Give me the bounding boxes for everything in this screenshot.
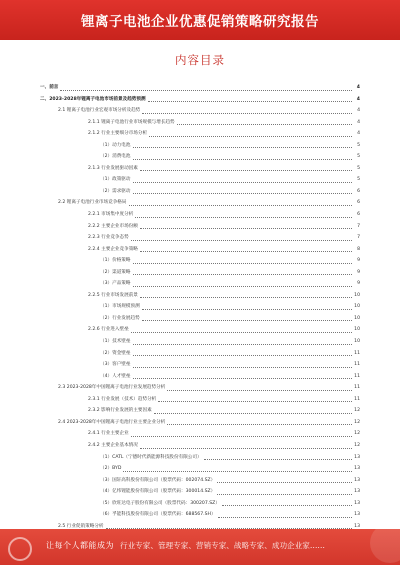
toc-entry[interactable] <box>40 348 360 360</box>
toc-entry-page: 12 <box>354 442 360 448</box>
toc-entry[interactable] <box>40 209 360 221</box>
toc-leader-dots <box>133 193 353 194</box>
toc-entry-page: 4 <box>356 85 360 90</box>
footer-roles: 行业专家、管理专家、营销专家、战略专家、成功企业家…… <box>120 541 326 550</box>
toc-entry-page: 13 <box>354 489 360 495</box>
toc-leader-dots <box>154 413 352 414</box>
toc-entry[interactable] <box>40 359 360 371</box>
toc-entry-label: 2.1.2 行业主要细分市场分析 <box>88 131 148 137</box>
toc-entry-label: （2）消费电池 <box>100 154 131 160</box>
toc-entry[interactable] <box>40 232 360 244</box>
table-of-contents <box>40 82 360 544</box>
toc-entry-label: （1）市场规模预测 <box>100 304 140 310</box>
toc-leader-dots <box>148 101 352 102</box>
toc-entry-label: （2）行业发展趋势 <box>100 315 140 321</box>
toc-leader-dots <box>140 251 352 252</box>
toc-entry-label: （1）CATL（宁德时代新能源科技股份有限公司） <box>100 454 202 460</box>
toc-entry[interactable] <box>40 405 360 417</box>
decorative-ring-icon <box>8 537 32 561</box>
toc-leader-dots <box>140 297 352 298</box>
toc-entry-page: 12 <box>354 431 360 437</box>
toc-entry[interactable] <box>40 221 360 233</box>
toc-leader-dots <box>131 240 352 241</box>
toc-entry[interactable] <box>40 498 360 510</box>
toc-leader-dots <box>142 113 352 114</box>
toc-entry-page: 9 <box>357 258 360 264</box>
toc-entry-label: （2）BYD <box>100 466 122 472</box>
toc-entry-page: 10 <box>354 339 360 345</box>
toc-entry[interactable] <box>40 255 360 267</box>
toc-leader-dots <box>133 355 353 356</box>
toc-leader-dots <box>142 309 352 310</box>
toc-entry[interactable] <box>40 336 360 348</box>
toc-entry-page: 13 <box>354 500 360 506</box>
toc-entry[interactable] <box>40 371 360 383</box>
toc-leader-dots <box>129 205 353 206</box>
toc-entry[interactable] <box>40 417 360 429</box>
toc-entry[interactable] <box>40 151 360 163</box>
toc-leader-dots <box>133 147 353 148</box>
toc-entry-page: 13 <box>354 523 360 529</box>
toc-entry[interactable] <box>40 486 360 498</box>
toc-entry-page: 4 <box>357 131 360 137</box>
footer-banner <box>0 529 400 565</box>
toc-entry[interactable] <box>40 394 360 406</box>
toc-entry[interactable] <box>40 463 360 475</box>
toc-entry-page: 9 <box>357 281 360 287</box>
toc-leader-dots <box>222 505 352 506</box>
toc-entry-page: 4 <box>357 119 360 125</box>
toc-leader-dots <box>133 274 353 275</box>
toc-entry-label: 2.1.3 行业发展驱动因素 <box>88 165 138 171</box>
toc-entry-page: 11 <box>354 362 360 368</box>
toc-entry-page: 11 <box>354 396 360 402</box>
toc-entry[interactable] <box>40 428 360 440</box>
decorative-circle-icon <box>370 523 400 563</box>
toc-entry-label: （1）技术壁垒 <box>100 339 131 345</box>
toc-leader-dots <box>133 263 353 264</box>
toc-entry[interactable] <box>40 140 360 152</box>
toc-entry-page: 13 <box>354 477 360 483</box>
toc-leader-dots <box>131 332 352 333</box>
toc-entry[interactable] <box>40 452 360 464</box>
toc-entry-label: 2.1.1 锂离子电池行业市场规模与增长趋势 <box>88 119 175 125</box>
toc-entry[interactable] <box>40 475 360 487</box>
toc-entry-label: （3）国轩高科股份有限公司（股票代码：002074.SZ） <box>100 477 216 483</box>
toc-entry-page: 8 <box>357 246 360 252</box>
toc-entry-page: 5 <box>357 165 360 171</box>
toc-entry[interactable] <box>40 313 360 325</box>
toc-leader-dots <box>135 217 352 218</box>
toc-leader-dots <box>140 170 352 171</box>
toc-entry-page: 9 <box>357 269 360 275</box>
toc-entry[interactable] <box>40 324 360 336</box>
toc-leader-dots <box>140 448 352 449</box>
toc-entry-label: 2.3.2 影响行业发展的主要因素 <box>88 408 152 414</box>
toc-entry-label: （3）客户壁垒 <box>100 362 131 368</box>
toc-entry-page: 7 <box>357 223 360 229</box>
toc-entry[interactable] <box>40 117 360 129</box>
toc-entry-page: 11 <box>354 350 360 356</box>
toc-entry-page: 7 <box>357 235 360 241</box>
toc-entry-label: 一、前言 <box>40 85 59 90</box>
toc-entry-label: 2.1 锂离子电池行业宏观市场分析及趋势 <box>58 108 141 114</box>
toc-leader-dots <box>217 482 352 483</box>
toc-entry-page: 5 <box>357 142 360 148</box>
toc-entry[interactable] <box>40 440 360 452</box>
toc-entry-label: （1）价格策略 <box>100 258 131 264</box>
toc-entry-label: 2.2.2 主要企业市场份额 <box>88 223 138 229</box>
toc-entry-page: 4 <box>356 96 360 102</box>
toc-leader-dots <box>204 459 352 460</box>
report-title: 锂离子电池企业优惠促销策略研究报告 <box>81 14 319 30</box>
toc-entry-label: 2.5 行业促销策略分析 <box>58 523 104 529</box>
toc-leader-dots <box>60 90 352 91</box>
toc-entry[interactable] <box>40 278 360 290</box>
toc-entry[interactable] <box>40 267 360 279</box>
toc-entry[interactable] <box>40 94 360 106</box>
toc-entry-page: 11 <box>354 373 360 379</box>
toc-entry[interactable] <box>40 197 360 209</box>
toc-entry-label: （1）动力电池 <box>100 142 131 148</box>
toc-entry-page: 4 <box>357 108 360 114</box>
toc-entry[interactable] <box>40 382 360 394</box>
toc-leader-dots <box>133 344 353 345</box>
toc-entry-label: （4）人才壁垒 <box>100 373 131 379</box>
toc-leader-dots <box>133 367 353 368</box>
toc-heading: 内容目录 <box>175 53 225 67</box>
footer-slogan: 让每个人都能成为 <box>46 541 114 550</box>
toc-entry[interactable] <box>40 105 360 117</box>
toc-leader-dots <box>133 378 353 379</box>
toc-entry-label: （2）需求驱动 <box>100 188 131 194</box>
toc-entry-page: 12 <box>354 419 360 425</box>
toc-entry-label: （6）孚能科技股份有限公司（股票代码：688567.SH） <box>100 512 216 518</box>
toc-entry[interactable] <box>40 128 360 140</box>
toc-entry-label: （2）渠道策略 <box>100 269 131 275</box>
toc-leader-dots <box>133 286 353 287</box>
toc-entry-label: （1）政策驱动 <box>100 177 131 183</box>
toc-entry-page: 13 <box>354 512 360 518</box>
toc-entry-label: 2.4.2 主要企业基本情况 <box>88 442 138 448</box>
toc-entry[interactable] <box>40 186 360 198</box>
toc-entry[interactable] <box>40 301 360 313</box>
toc-entry[interactable] <box>40 174 360 186</box>
toc-entry-page: 6 <box>357 188 360 194</box>
toc-entry-label: 2.2.6 行业进入壁垒 <box>88 327 129 333</box>
toc-entry-label: （3）产品策略 <box>100 281 131 287</box>
toc-entry-label: 二、2023-2028年锂离子电池市场前景及趋势预测 <box>40 96 146 102</box>
toc-leader-dots <box>167 390 352 391</box>
toc-entry-label: （5）欣旺达电子股份有限公司（股票代码：300207.SZ） <box>100 500 220 506</box>
toc-leader-dots <box>133 182 353 183</box>
toc-entry-label: （2）资金壁垒 <box>100 350 131 356</box>
toc-leader-dots <box>149 136 352 137</box>
toc-entry-label: 2.3.1 行业发展（技术）趋势分析 <box>88 396 157 402</box>
toc-entry-page: 13 <box>354 454 360 460</box>
toc-entry-page: 6 <box>357 212 360 218</box>
toc-entry[interactable] <box>40 244 360 256</box>
toc-entry-page: 11 <box>354 385 360 391</box>
toc-leader-dots <box>167 424 352 425</box>
toc-entry-page: 6 <box>357 200 360 206</box>
toc-entry-page: 12 <box>354 408 360 414</box>
toc-leader-dots <box>123 471 352 472</box>
toc-entry-label: 2.2.1 市场集中度分析 <box>88 212 134 218</box>
toc-entry-label: 2.3 2023-2028年中国锂离子电池行业发展趋势分析 <box>58 385 166 391</box>
toc-entry[interactable] <box>40 163 360 175</box>
toc-entry-page: 10 <box>354 292 360 298</box>
toc-entry[interactable] <box>40 509 360 521</box>
toc-entry-page: 10 <box>354 327 360 333</box>
toc-leader-dots <box>217 494 352 495</box>
toc-entry-label: 2.4 2023-2028年中国锂离子电池行业主要企业分析 <box>58 419 166 425</box>
toc-leader-dots <box>131 436 352 437</box>
toc-entry-page: 5 <box>357 154 360 160</box>
toc-entry[interactable] <box>40 82 360 94</box>
toc-leader-dots <box>133 159 353 160</box>
toc-entry-label: 2.4.1 行业主要企业 <box>88 431 129 437</box>
toc-leader-dots <box>177 124 352 125</box>
toc-entry-page: 10 <box>354 315 360 321</box>
report-header-banner <box>0 0 400 40</box>
toc-leader-dots <box>140 228 352 229</box>
toc-entry-page: 5 <box>357 177 360 183</box>
toc-entry-label: 2.2.4 主要企业竞争策略 <box>88 246 138 252</box>
toc-entry-label: 2.2.5 行业市场发展前景 <box>88 292 138 298</box>
toc-entry-page: 13 <box>354 466 360 472</box>
toc-leader-dots <box>142 320 352 321</box>
toc-entry-label: 2.2.3 行业竞争态势 <box>88 235 129 241</box>
toc-entry[interactable] <box>40 290 360 302</box>
toc-entry-label: （4）亿纬锂能股份有限公司（股票代码：300014.SZ） <box>100 489 216 495</box>
toc-leader-dots <box>218 517 352 518</box>
toc-leader-dots <box>158 401 352 402</box>
toc-entry-page: 10 <box>354 304 360 310</box>
toc-entry-label: 2.2 锂离子电池行业市场竞争格局 <box>58 200 127 206</box>
